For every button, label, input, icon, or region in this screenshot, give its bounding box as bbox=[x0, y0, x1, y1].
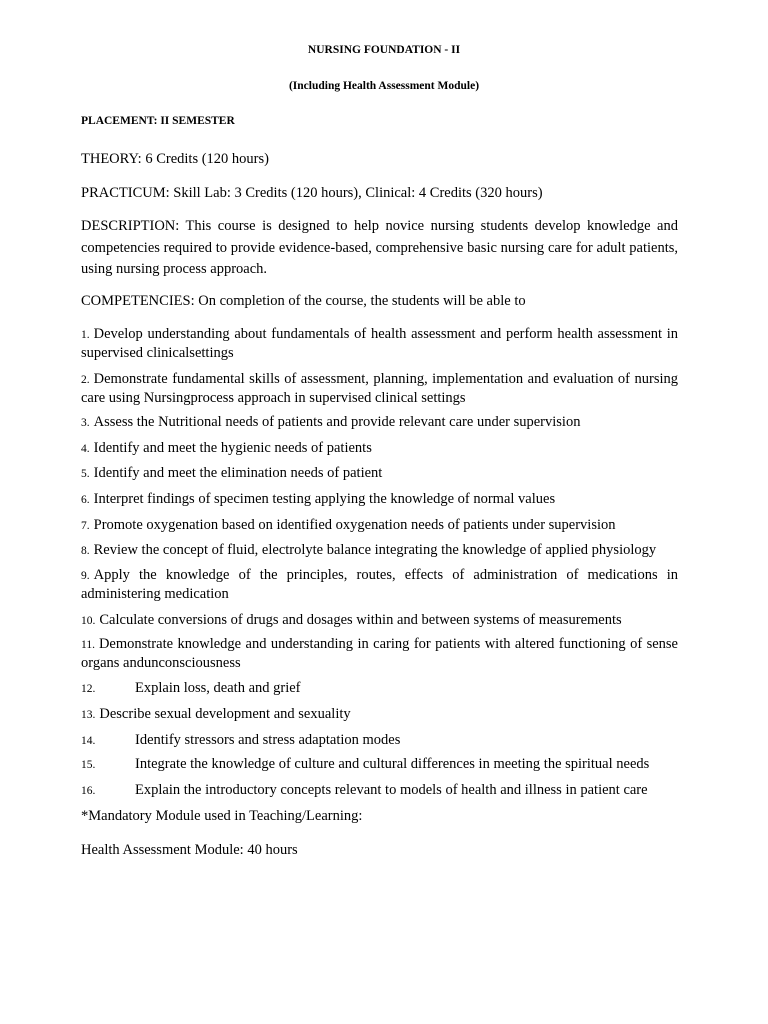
document-subtitle: (Including Health Assessment Module) bbox=[288, 80, 480, 92]
practicum-line: PRACTICUM: Skill Lab: 3 Credits (120 hours), Clinical: 4 Credits (320 hours) bbox=[81, 185, 543, 201]
competency-text: Integrate the knowledge of culture and cultural differences in meeting the spiritual needs bbox=[135, 756, 650, 772]
competency-text: Assess the Nutritional needs of patients and provide relevant care under supervision bbox=[93, 414, 581, 430]
competency-number: 3. bbox=[81, 417, 90, 429]
competency-text: Develop understanding about fundamentals of health assessment and perform health assessment in supervised clinicalsettings bbox=[81, 326, 678, 361]
competency-item bbox=[81, 611, 678, 630]
competency-item bbox=[81, 566, 678, 603]
competency-number: 9. bbox=[81, 570, 90, 582]
competency-number: 2. bbox=[81, 374, 90, 386]
competency-item bbox=[81, 635, 678, 672]
mandatory-module-note: *Mandatory Module used in Teaching/Learning: bbox=[81, 808, 363, 824]
competency-item bbox=[81, 490, 678, 509]
competency-number: 7. bbox=[81, 520, 90, 532]
competency-text: Identify and meet the hygienic needs of patients bbox=[93, 440, 372, 456]
competency-text: Explain loss, death and grief bbox=[135, 680, 301, 696]
competency-item bbox=[81, 541, 678, 560]
competency-text: Review the concept of fluid, electrolyte balance integrating the knowledge of applied physiology bbox=[93, 542, 657, 558]
competency-number: 12. bbox=[81, 683, 96, 695]
competency-text: Identify and meet the elimination needs of patient bbox=[93, 465, 383, 481]
placement-line: PLACEMENT: II SEMESTER bbox=[81, 115, 235, 127]
competency-number: 11. bbox=[81, 639, 95, 651]
competency-item bbox=[81, 679, 678, 698]
competency-number: 4. bbox=[81, 443, 90, 455]
description-paragraph: DESCRIPTION: This course is designed to help novice nursing students develop knowledge and competencies required to provide evidence-based, comprehensive basic nursing care for adult patients, using nursing process approach. bbox=[81, 218, 678, 277]
competency-number: 15. bbox=[81, 759, 96, 771]
competency-text: Describe sexual development and sexuality bbox=[99, 706, 351, 722]
competency-number: 13. bbox=[81, 709, 96, 721]
competency-item bbox=[81, 370, 678, 407]
competency-text: Explain the introductory concepts relevant to models of health and illness in patient care bbox=[135, 782, 648, 798]
competency-item bbox=[81, 413, 678, 432]
competency-item bbox=[81, 439, 678, 458]
competency-number: 16. bbox=[81, 785, 96, 797]
competency-text: Demonstrate fundamental skills of assessment, planning, implementation and evaluation of nursing care using Nursingprocess approach in supervised clinical settings bbox=[81, 371, 678, 406]
competency-item bbox=[81, 325, 678, 362]
competency-item bbox=[81, 464, 678, 483]
competency-item bbox=[81, 731, 678, 750]
competencies-intro: COMPETENCIES: On completion of the course, the students will be able to bbox=[81, 293, 526, 309]
theory-line: THEORY: 6 Credits (120 hours) bbox=[81, 151, 269, 167]
competency-number: 6. bbox=[81, 494, 90, 506]
document-title: NURSING FOUNDATION - II bbox=[307, 44, 461, 56]
competency-text: Interpret findings of specimen testing applying the knowledge of normal values bbox=[93, 491, 556, 507]
competency-item bbox=[81, 781, 678, 800]
competency-number: 8. bbox=[81, 545, 90, 557]
competency-number: 5. bbox=[81, 468, 90, 480]
competency-text: Apply the knowledge of the principles, routes, effects of administration of medications in administering medication bbox=[81, 567, 678, 602]
competency-item bbox=[81, 516, 678, 535]
competency-text: Promote oxygenation based on identified oxygenation needs of patients under supervision bbox=[93, 517, 616, 533]
competency-item bbox=[81, 755, 678, 774]
competency-number: 14. bbox=[81, 735, 96, 747]
competency-text: Identify stressors and stress adaptation modes bbox=[135, 732, 401, 748]
competency-number: 1. bbox=[81, 329, 90, 341]
competency-item bbox=[81, 705, 678, 724]
module-hours-line: Health Assessment Module: 40 hours bbox=[81, 842, 298, 858]
competency-text: Demonstrate knowledge and understanding in caring for patients with altered functioning of sense organs andunconsciousness bbox=[81, 636, 678, 671]
competency-number: 10. bbox=[81, 615, 96, 627]
competency-text: Calculate conversions of drugs and dosages within and between systems of measurements bbox=[99, 612, 622, 628]
